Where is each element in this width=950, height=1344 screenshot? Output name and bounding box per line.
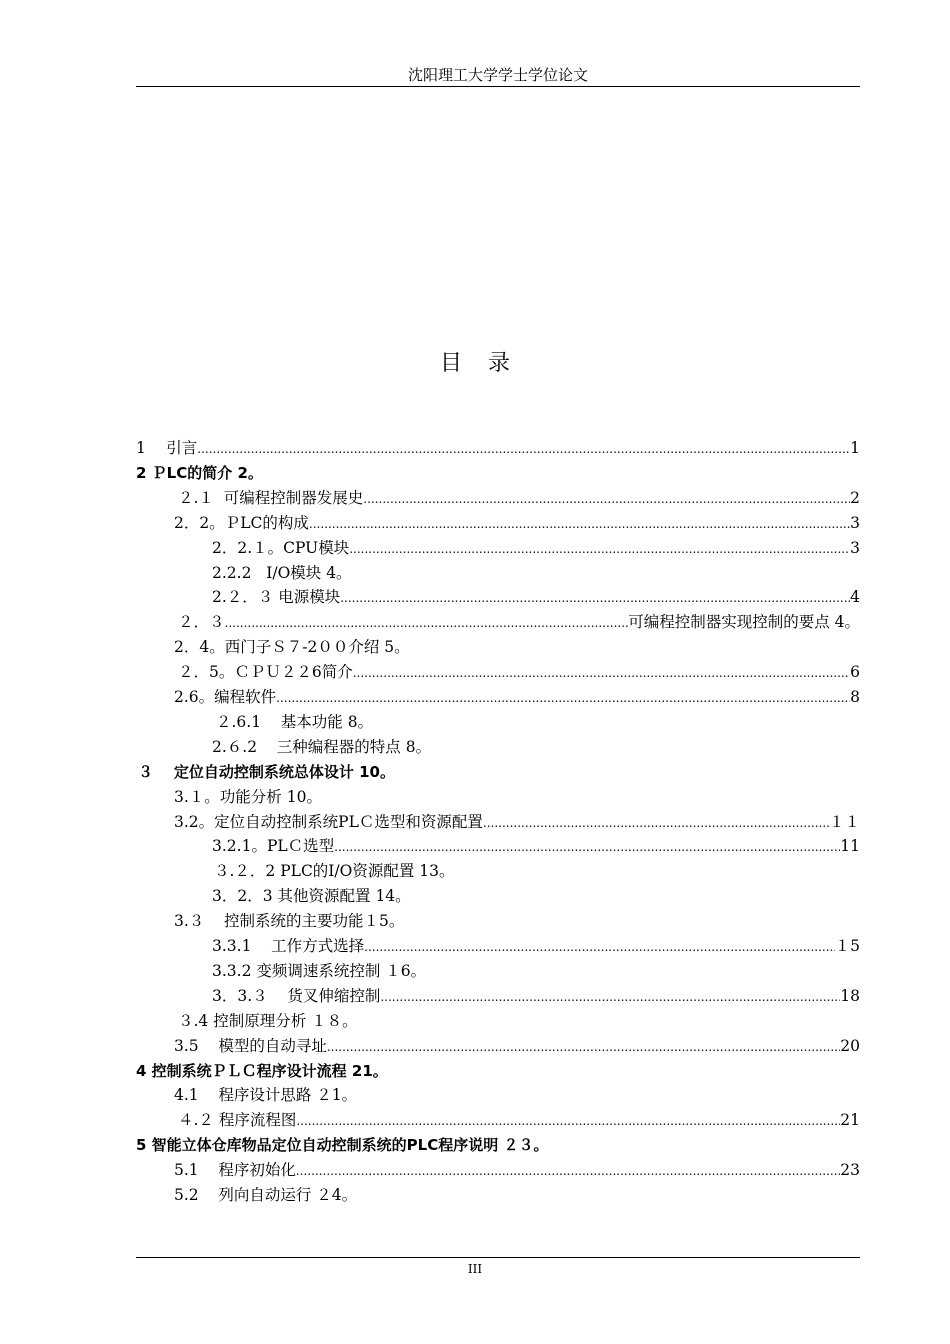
toc-entry[interactable] <box>212 736 431 758</box>
toc-entry[interactable] <box>212 537 860 559</box>
toc-entry-label: 2.6。编程软件 <box>174 688 277 706</box>
toc-entry[interactable] <box>174 1184 357 1206</box>
toc-entry[interactable] <box>174 1035 860 1057</box>
toc-leader-dots <box>276 687 850 709</box>
toc-entry[interactable] <box>212 935 860 957</box>
toc-leader-dots <box>483 812 829 834</box>
running-header: 沈阳理工大学学士学位论文 <box>407 66 588 84</box>
toc-entry-label: 3.３ 控制系统的主要功能１5。 <box>174 912 405 931</box>
toc-entry-page: 18 <box>840 986 860 1005</box>
toc-entry[interactable] <box>174 512 860 534</box>
toc-entry-label: 2．2.１。CPU模块 <box>212 538 350 557</box>
toc-entry-page: 3 <box>850 538 860 557</box>
toc-entry[interactable] <box>136 462 263 484</box>
toc-entry-label: 3．3.３ 货叉伸缩控制 <box>212 986 381 1005</box>
toc-entry[interactable] <box>212 586 860 608</box>
toc-entry-label: 3．2．3 其他资源配置 14。 <box>212 887 411 906</box>
toc-entry-label: ４.２ 程序流程图 <box>178 1111 297 1130</box>
toc-leader-dots <box>296 1110 840 1132</box>
toc-entry[interactable] <box>178 1010 358 1032</box>
toc-entry-page: 1 <box>850 439 860 457</box>
toc-entry-label: 2.2.2 I/O模块 4。 <box>212 563 352 582</box>
toc-entry-label: 3.5 模型的自动寻址 <box>174 1036 327 1055</box>
toc-entry-label: ２.6.1 基本功能 8。 <box>216 712 374 731</box>
toc-entry-page: 3 <box>850 513 860 532</box>
toc-leader-dots <box>197 438 850 460</box>
toc-leader-dots <box>334 836 840 858</box>
toc-entry[interactable] <box>136 1134 548 1156</box>
toc-entry[interactable] <box>212 985 860 1007</box>
toc-entry[interactable] <box>174 636 410 658</box>
toc-entry[interactable] <box>174 910 404 932</box>
toc-entry-label: 2．2。ＰLC的构成 <box>174 513 309 532</box>
toc-leader-dots <box>380 986 840 1008</box>
toc-entry[interactable] <box>174 1084 357 1106</box>
toc-entry-label: 2.２．３ 电源模块 <box>212 588 341 607</box>
toc-entry[interactable] <box>178 487 860 509</box>
toc-entry-label: 3.１。功能分析 10。 <box>174 787 322 806</box>
toc-entry[interactable] <box>212 562 352 584</box>
toc-entry-label: 5.2 列向自动运行 ２4。 <box>174 1186 358 1204</box>
toc-entry-label: 5.1 程序初始化 <box>174 1161 296 1180</box>
toc-entry[interactable] <box>216 711 373 733</box>
toc-entry-label: 3.2。定位自动控制系统PLＣ选型和资源配置 <box>174 812 483 831</box>
toc-entry-page: 2 <box>850 488 860 507</box>
toc-entry-label: 2．4。西门子Ｓ７-2００介绍 5。 <box>174 638 410 657</box>
toc-entry-label: ２.１ 可编程控制器发展史 <box>178 488 364 507</box>
toc-leader-dots <box>225 612 629 634</box>
toc-entry-label: 5 智能立体仓库物品定位自动控制系统的PLC程序说明 ２３。 <box>136 1136 549 1155</box>
toc-entry-label: ２．5。ＣＰＵ２２6简介 <box>178 663 353 682</box>
toc-entry[interactable] <box>174 1159 860 1181</box>
toc-entry-label: ３.２．2 PLC的I/O资源配置 13。 <box>214 862 455 881</box>
toc-entry-page: 6 <box>850 663 860 682</box>
toc-entry-label: ３.4 控制原理分析 １８。 <box>178 1011 358 1030</box>
toc-entry[interactable] <box>212 960 426 982</box>
toc-entry-label: 4.1 程序设计思路 ２1。 <box>174 1086 358 1105</box>
toc-entry[interactable] <box>174 686 860 708</box>
toc-leader-dots <box>353 662 850 684</box>
toc-entry-label: 2.６.2 三种编程器的特点 8。 <box>212 737 432 756</box>
toc-entry[interactable] <box>136 437 860 459</box>
toc-entry-label: 3.2.1。PLＣ选型 <box>212 837 335 856</box>
toc-entry[interactable] <box>136 1060 388 1082</box>
toc-entry-label: 3.3.1 工作方式选择 <box>212 937 365 955</box>
toc-entry-page: 8 <box>850 688 860 706</box>
toc-leader-dots <box>296 1160 840 1182</box>
page-title: 目录 <box>439 351 536 376</box>
toc-entry-page: 21 <box>840 1111 860 1130</box>
toc-entry[interactable] <box>178 1109 860 1131</box>
toc-entry[interactable] <box>178 661 860 683</box>
toc-entry-page: 4 <box>850 588 860 607</box>
toc-leader-dots <box>327 1036 840 1058</box>
toc-entry-label: 3.3.2 变频调速系统控制 １6。 <box>212 961 427 980</box>
toc-entry-page: 11 <box>840 837 860 856</box>
toc-leader-dots <box>349 538 850 560</box>
toc-entry-page: 20 <box>840 1036 860 1055</box>
page-number: III <box>467 1262 483 1276</box>
toc-entry-label: 1 引言 <box>136 439 198 457</box>
toc-entry-label: 2 ＰLC的简介 2。 <box>136 463 263 482</box>
toc-entry-label: ２．３ <box>178 613 225 632</box>
toc-entry-page: 23 <box>840 1161 860 1180</box>
toc-entry[interactable] <box>174 786 322 808</box>
toc-entry[interactable] <box>212 835 860 857</box>
toc-leader-dots <box>309 513 850 535</box>
toc-leader-dots <box>340 587 850 609</box>
toc-entry[interactable] <box>174 811 860 833</box>
toc-leader-dots <box>364 936 834 958</box>
toc-entry[interactable] <box>212 885 411 907</box>
toc-entry[interactable] <box>138 761 395 783</box>
toc-entry-page: 可编程控制器实现控制的要点 4。 <box>628 613 860 632</box>
toc-entry[interactable] <box>214 860 455 882</box>
toc-entry[interactable] <box>178 611 860 633</box>
toc-leader-dots <box>363 488 850 510</box>
toc-entry-page: １5 <box>834 937 860 955</box>
footer-rule <box>136 1257 860 1258</box>
toc-entry-label: ３ 定位自动控制系统总体设计 10。 <box>138 762 395 781</box>
toc-entry-label: 4 控制系统ＰＬＣ程序设计流程 21。 <box>136 1061 388 1080</box>
toc-entry-page: １１ <box>828 812 860 831</box>
